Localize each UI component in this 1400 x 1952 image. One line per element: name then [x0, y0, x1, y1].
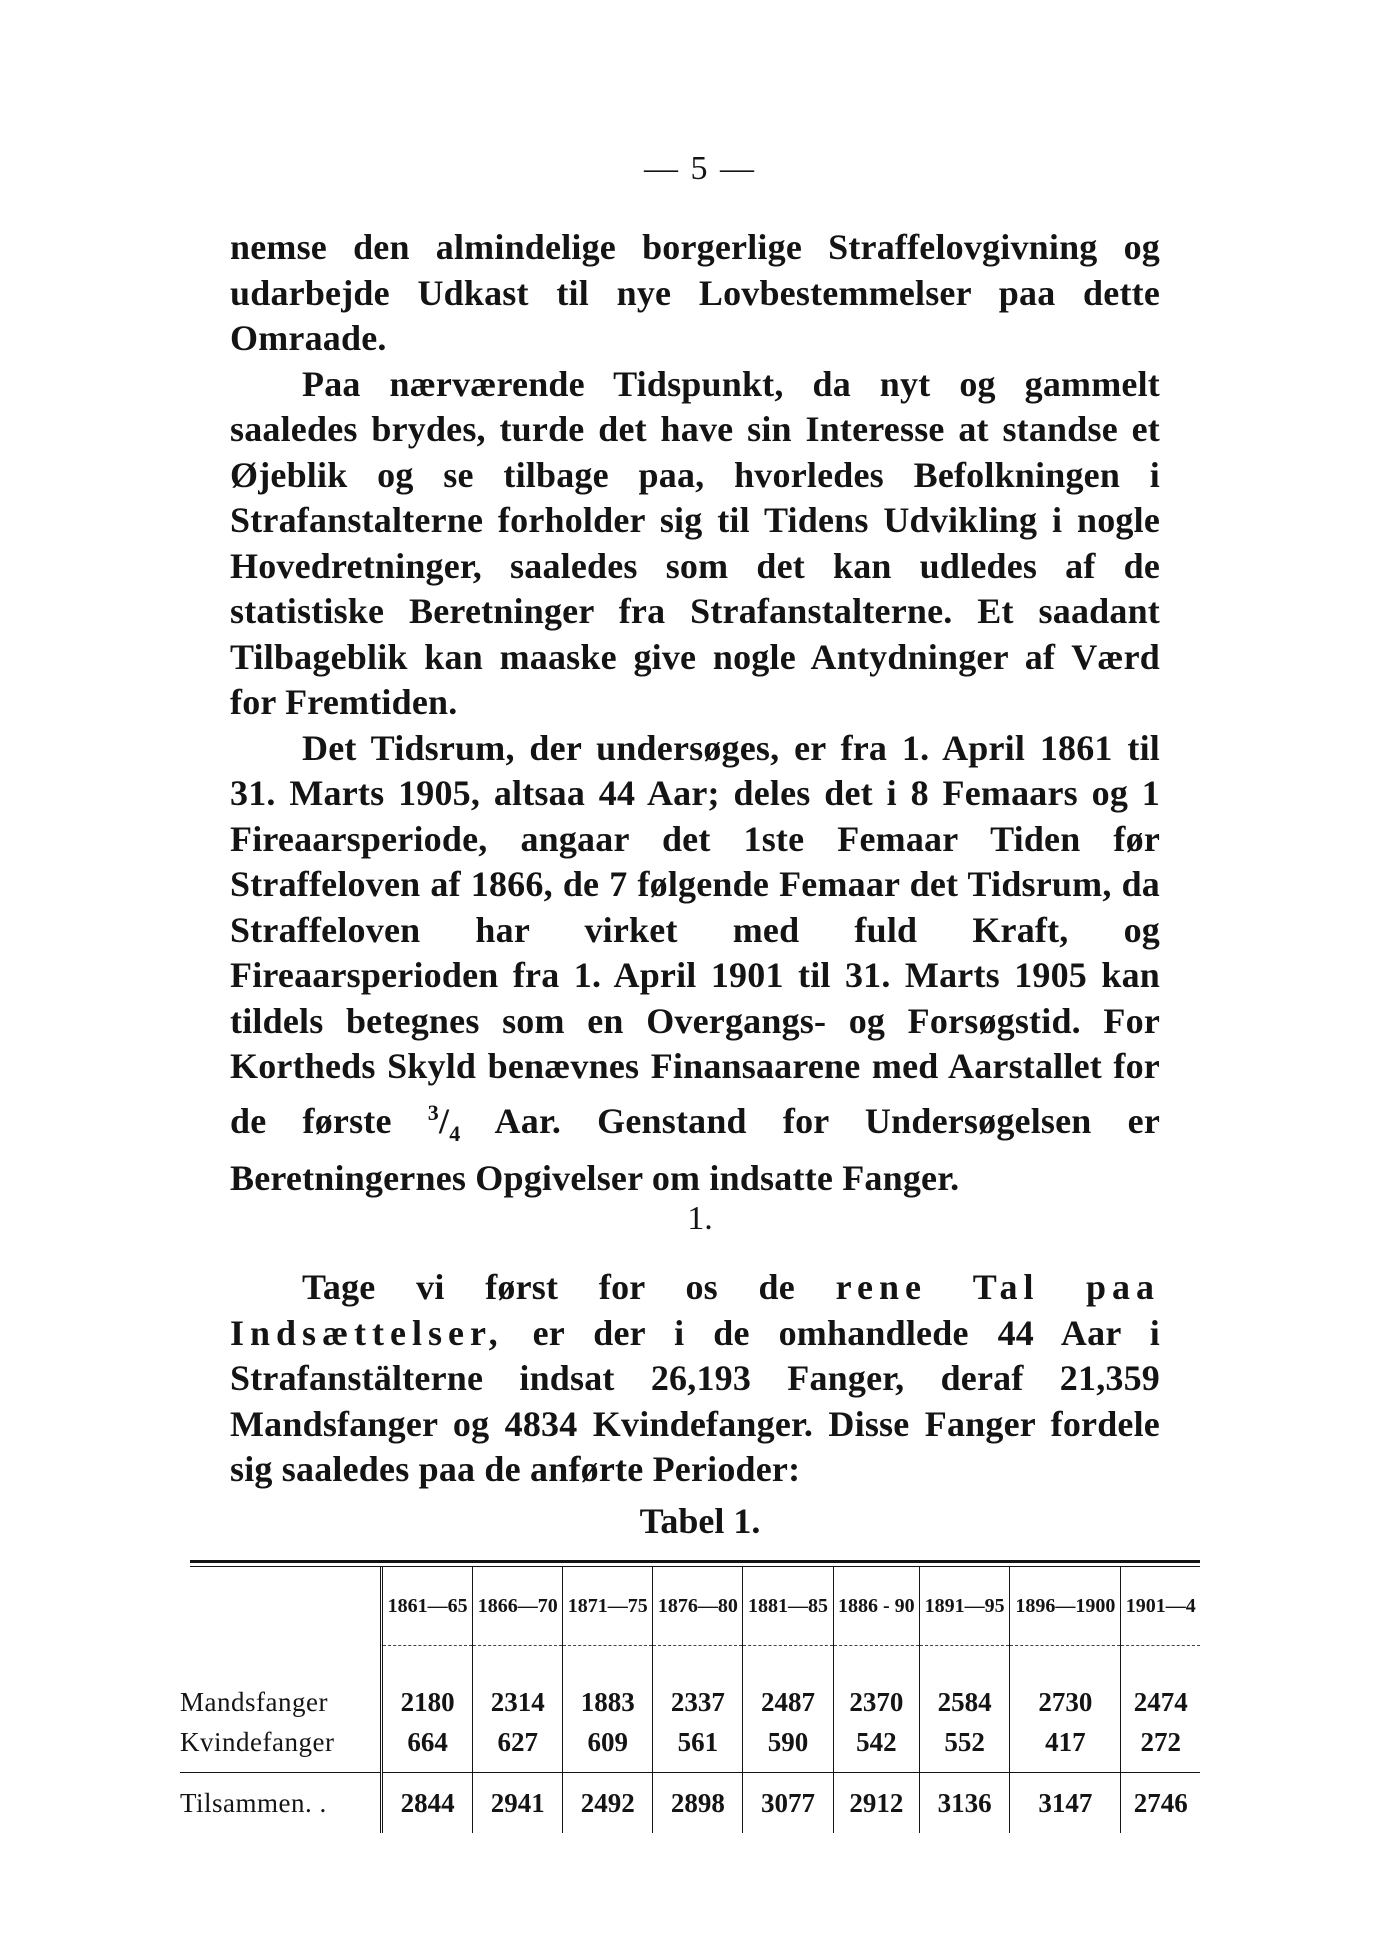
paragraph-3-text: Det Tidsrum, der undersøges, er fra 1. April 1861 til 31. Marts 1905, altsaa 44 Aar; deles det i 8 Femaars og 1 Fireaarsperiode, angaar det 1ste Femaar Tiden før Straffeloven af 1866, de 7 følgende Femaar det Tidsrum, da Straffeloven har virket med fuld Kraft, og Fireaarsperioden fra 1. April 1901 til 31. Marts 1905 kan tildels betegnes som en Overgangs- og Forsøgstid. For Kortheds Skyld benævnes Finansaarene med Aarstallet for de første — [230, 727, 1160, 1141]
table-cell: 2314 — [473, 1682, 563, 1722]
row-label: Kvindefanger — [180, 1726, 335, 1757]
row-label: Tilsammen. . — [180, 1787, 327, 1818]
table-cell: 664 — [382, 1722, 473, 1762]
column-header: 1876—80 — [653, 1567, 743, 1646]
table-cell: 590 — [743, 1722, 833, 1762]
table-cell: 417 — [1010, 1722, 1121, 1762]
table-top-rule — [190, 1560, 1200, 1563]
table-cell: 627 — [473, 1722, 563, 1762]
paragraph-4 — [230, 1265, 1160, 1493]
table-cell: 2337 — [653, 1682, 743, 1722]
table-cell: 2941 — [473, 1773, 563, 1834]
column-header: 1901—4 — [1121, 1567, 1200, 1646]
table-separator-row — [180, 1762, 1200, 1773]
table-stub-header — [180, 1567, 382, 1646]
table-cell: 272 — [1121, 1722, 1200, 1762]
table-row-total — [180, 1773, 1200, 1834]
body-text-top — [230, 225, 1160, 1202]
table-cell: 1883 — [563, 1682, 653, 1722]
body-text-section-1 — [230, 1265, 1160, 1493]
table-cell: 2584 — [920, 1682, 1010, 1722]
table-header-row — [180, 1567, 1200, 1646]
table-cell: 609 — [563, 1722, 653, 1762]
table-cell: 2746 — [1121, 1773, 1200, 1834]
table-cell: 2492 — [563, 1773, 653, 1834]
column-header: 1861—65 — [382, 1567, 473, 1646]
paragraph-3: Det Tidsrum, der undersøges, er fra 1. April 1861 til 31. Marts 1905, altsaa 44 Aar; deles det i 8 Femaars og 1 Fireaarsperiode, angaar det 1ste Femaar Tiden før Straffeloven af 1866, de 7 følgende Femaar det Tidsrum, da Straffeloven har virket med fuld Kraft, og Fireaarsperioden fra 1. April 1901 til 31. Marts 1905 kan tildels betegnes som en Overgangs- og Forsøgstid. For Kortheds Skyld benævnes Finansaarene med Aarstallet for de første $^3/_4$ Aar. Genstand for Undersøgelsen er Beretningernes Opgivelser om indsatte Fanger. — [230, 727, 1161, 1199]
paragraph-4-pre: Tage vi først for os de — [302, 1267, 795, 1307]
table-cell: 3077 — [743, 1773, 833, 1834]
paragraph-1: nemse den almindelige borgerlige Straffelovgivning og udarbejde Udkast til nye Lovbestemmelser paa dette Omraade. — [230, 227, 1160, 358]
row-label: Mandsfanger — [180, 1686, 328, 1717]
column-header: 1881—85 — [743, 1567, 833, 1646]
fraction-numerator: 3 — [427, 1099, 439, 1125]
table-cell: 2730 — [1010, 1682, 1121, 1722]
table-spacer-row — [180, 1646, 1200, 1683]
prisoner-table — [180, 1567, 1200, 1833]
column-header: 1886 - 90 — [833, 1567, 920, 1646]
table-cell: 2474 — [1121, 1682, 1200, 1722]
table-cell: 552 — [920, 1722, 1010, 1762]
table-cell: 2912 — [833, 1773, 920, 1834]
paragraph-2: Paa nærværende Tidspunkt, da nyt og gammelt saaledes brydes, turde det have sin Interesse at standse et Øjeblik og se tilbage paa, hvorledes Befolkningen i Strafanstalterne forholder sig til Tidens Udvikling i nogle Hovedretninger, saaledes som det kan udledes af de statistiske Beretninger fra Strafanstalterne. Et saadant Tilbageblik kan maaske give nogle Antydninger af Værd for Fremtiden. — [230, 363, 1160, 722]
table-cell: 2898 — [653, 1773, 743, 1834]
table-cell: 3136 — [920, 1773, 1010, 1834]
column-header: 1866—70 — [473, 1567, 563, 1646]
table-cell: 2487 — [743, 1682, 833, 1722]
column-header: 1896—1900 — [1010, 1567, 1121, 1646]
table-cell: 3147 — [1010, 1773, 1121, 1834]
table-cell: 2370 — [833, 1682, 920, 1722]
paragraph-3-tail: Aar. Genstand for Undersøgelsen er Beretningernes Opgivelser om indsatte Fanger. — [230, 1100, 1161, 1199]
column-header: 1891—95 — [920, 1567, 1010, 1646]
table-cell: 2180 — [382, 1682, 473, 1722]
fraction-denominator: 4 — [449, 1120, 461, 1146]
paragraph-4-post: er der i de omhandlede 44 Aar i Strafanstälterne indsat 26,193 Fanger, deraf 21,359 Mandsfanger og 4834 Kvindefanger. Disse Fanger fordele sig saaledes paa de anførte Perioder: — [230, 1312, 1160, 1489]
table-title: Tabel 1. — [639, 1501, 761, 1541]
table-row-kvindefanger — [180, 1722, 1200, 1762]
section-number: 1. — [687, 1200, 713, 1237]
page-number: — 5 — — [644, 150, 756, 187]
column-header: 1871—75 — [563, 1567, 653, 1646]
paragraph-4-emphasis: rene Tal paa Indsættelser, — [230, 1267, 1160, 1353]
table-cell: 561 — [653, 1722, 743, 1762]
table-row-mandsfanger — [180, 1682, 1200, 1722]
table-cell: 2844 — [382, 1773, 473, 1834]
table-cell: 542 — [833, 1722, 920, 1762]
data-table — [180, 1560, 1200, 1833]
